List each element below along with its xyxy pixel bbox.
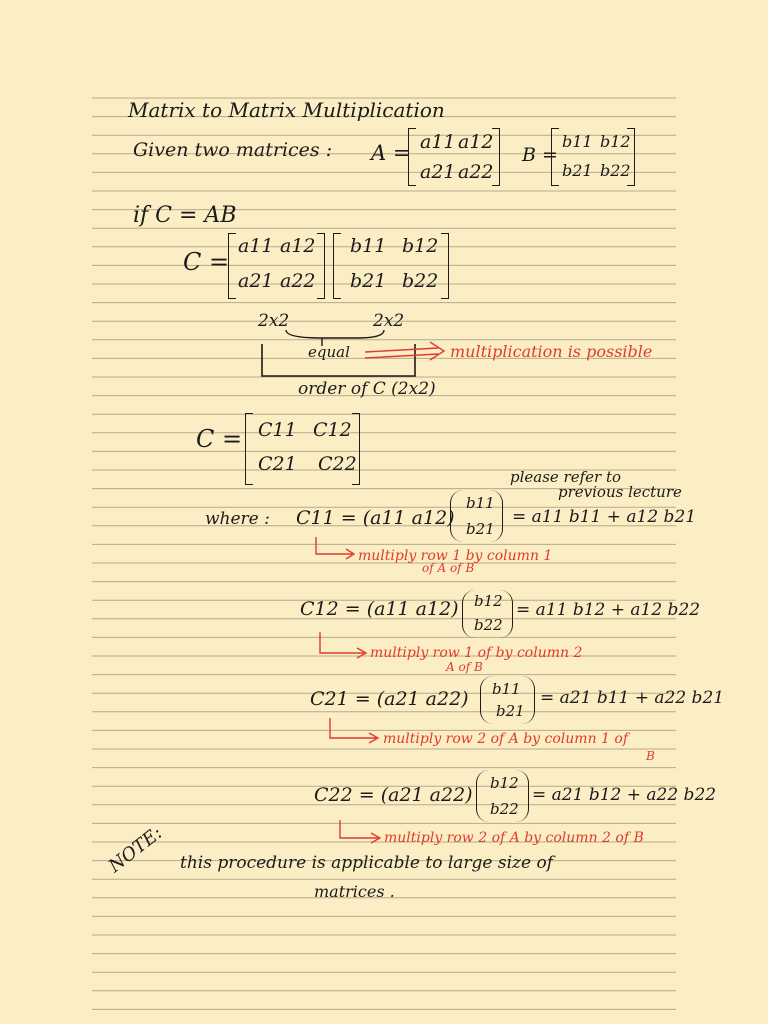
c22-lhs: C22 = (a21 a22): [314, 784, 473, 806]
where-label: where :: [205, 509, 270, 529]
matrix-a-entry: a11: [420, 131, 456, 153]
matrix-c-entry: C22: [318, 453, 357, 475]
c12-vector-entry: b12: [474, 592, 503, 610]
c12-instruction-sub: A of B: [446, 660, 483, 674]
product-b-entry: b12: [402, 235, 439, 257]
c12-vector-entry: b22: [474, 616, 503, 634]
given-text: Given two matrices :: [133, 139, 333, 161]
matrix-a-entry: a12: [458, 131, 494, 153]
note-text: this procedure is applicable to large size of: [180, 853, 553, 873]
matrix-a-label: A =: [371, 141, 411, 165]
c22-vector-entry: b22: [490, 800, 519, 818]
please-refer-text: please refer to: [510, 468, 622, 486]
matrix-c-entry: C21: [258, 453, 297, 475]
product-b-entry: b21: [350, 270, 387, 292]
c12-rhs: = a11 b12 + a12 b22: [516, 600, 701, 620]
c11-vector-entry: b21: [466, 520, 495, 538]
product-a-entry: a22: [280, 270, 316, 292]
dimension-brace: [286, 330, 384, 346]
c21-instruction-sub: B: [646, 749, 655, 763]
c-equals-label: C =: [183, 248, 230, 276]
matrix-c-entry: C11: [258, 419, 297, 441]
matrix-b-entry: b22: [600, 161, 631, 180]
product-b-entry: b11: [350, 235, 387, 257]
matrix-a-entry: a22: [458, 161, 494, 183]
c12-instruction: multiply row 1 of by column 2: [370, 645, 583, 661]
c21-instruction: multiply row 2 of A by column 1 of: [383, 731, 628, 747]
c21-rhs: = a21 b11 + a22 b21: [540, 688, 725, 708]
product-a-entry: a21: [238, 270, 274, 292]
product-a-entry: a12: [280, 235, 316, 257]
c12-lhs: C12 = (a11 a12): [300, 598, 459, 620]
if-c-equals-ab: if C = AB: [133, 203, 237, 228]
multiplication-possible-note: multiplication is possible: [450, 342, 653, 361]
c21-vector-entry: b11: [492, 680, 521, 698]
note-label: NOTE:: [104, 822, 167, 877]
c-matrix-label: C =: [196, 425, 243, 453]
dimension-b: 2x2: [373, 311, 405, 331]
c11-lhs: C11 = (a11 a12): [296, 507, 455, 529]
c22-rhs: = a21 b12 + a22 b22: [532, 785, 717, 805]
note-text-continued: matrices .: [314, 882, 395, 901]
product-a-entry: a11: [238, 235, 274, 257]
product-b-entry: b22: [402, 270, 439, 292]
c22-arrow: [340, 820, 380, 843]
c12-arrow: [320, 632, 366, 658]
matrix-b-entry: b21: [562, 161, 593, 180]
matrix-a-entry: a21: [420, 161, 456, 183]
c22-vector-entry: b12: [490, 774, 519, 792]
dimension-a: 2x2: [258, 311, 290, 331]
c21-lhs: C21 = (a21 a22): [310, 688, 469, 710]
c22-instruction: multiply row 2 of A by column 2 of B: [384, 830, 644, 846]
c21-arrow: [330, 718, 378, 743]
order-of-c: order of C (2x2): [298, 379, 436, 399]
order-brace: [262, 344, 415, 376]
equal-arrow: [365, 342, 444, 360]
equal-label: equal: [308, 343, 350, 361]
c11-arrow: [316, 537, 354, 559]
previous-lecture-text: previous lecture: [558, 483, 682, 501]
c11-instruction: multiply row 1 by column 1: [358, 548, 553, 564]
matrix-b-entry: b12: [600, 132, 631, 151]
c21-vector-entry: b21: [496, 702, 525, 720]
matrix-b-label: B =: [522, 144, 558, 166]
c11-vector-entry: b11: [466, 494, 495, 512]
c11-rhs: = a11 b11 + a12 b21: [512, 507, 697, 527]
page-title: Matrix to Matrix Multiplication: [128, 98, 445, 122]
matrix-b-entry: b11: [562, 132, 593, 151]
matrix-c-entry: C12: [313, 419, 352, 441]
c11-instruction-sub: of A of B: [422, 561, 475, 575]
